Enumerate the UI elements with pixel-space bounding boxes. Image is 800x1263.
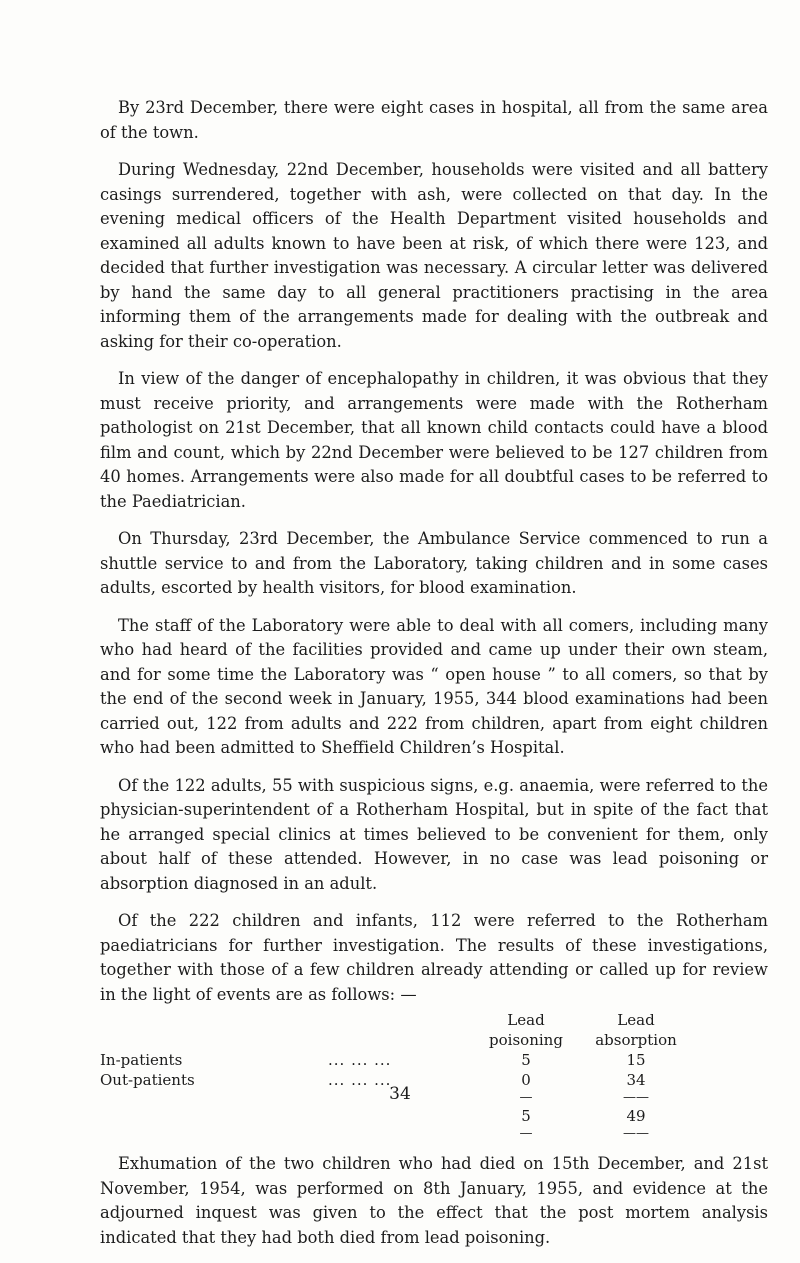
paragraph-5: The staff of the Laboratory were able to deal with all comers, including many who had heard of the facilities provided and came up under their own steam, and for some time the Laboratory was “ open house ” to all comers, so that by the end of the second week in January, 1955, 344 blood examinations had been carried out, 122 from adults and 222 from children, apart from eight children who had been admitted to Sheffield Children’s Hospital. <box>100 615 768 757</box>
rule-row <box>100 1126 696 1142</box>
paragraph-6: Of the 122 adults, 55 with suspicious signs, e.g. anaemia, were referred to the physician-superintendent of a Rotherham Hospital, but in spite of the fact that he arranged special clinics at times believed to be convenient for them, only about half of these attended. However, in no case was lead poisoning or absorption diagnosed in an adult. <box>100 775 768 893</box>
page-number: 34 <box>389 1084 411 1104</box>
cell-absorption: 34 <box>626 1071 646 1089</box>
total-poisoning: 5 <box>521 1107 531 1125</box>
results-table <box>100 1010 696 1142</box>
table-row <box>100 1050 696 1070</box>
paragraph-2: During Wednesday, 22nd December, households were visited and all battery casings surrendered, together with ash, were collected on that day. In the evening medical officers of the Health Department visited households and examined all adults known to have been at risk, of which there were 123, and decided that further investigation was necessary. A circular letter was delivered by hand the same day to all general practitioners practising in the area informing them of the arrangements made for dealing with the outbreak and asking for their co-operation. <box>100 160 768 351</box>
table-header-row-2 <box>100 1030 696 1050</box>
paragraph-3: In view of the danger of encephalopathy in children, it was obvious that they must receive priority, and arrangements were made with the Rotherham pathologist on 21st December, that all known child contacts could have a blood film and count, which by 22nd December were believed to be 127 children from 40 homes. Arrangements were also made for all doubtful cases to be referred to the Paediatrician. <box>100 369 768 511</box>
row-label: In-patients <box>100 1051 183 1069</box>
paragraph-1: By 23rd December, there were eight cases in hospital, all from the same area of the town. <box>100 98 768 142</box>
header-poisoning-2: poisoning <box>489 1031 563 1049</box>
header-absorption-1: Lead <box>617 1011 655 1029</box>
rule-short: — <box>519 1090 533 1105</box>
dot-leader: ... ... ... <box>328 1051 392 1069</box>
rule-short: — <box>519 1126 533 1141</box>
totals-row <box>100 1106 696 1126</box>
row-label: Out-patients <box>100 1071 195 1089</box>
cell-poisoning: 5 <box>521 1051 531 1069</box>
total-absorption: 49 <box>626 1107 646 1125</box>
header-absorption-2: absorption <box>595 1031 677 1049</box>
cell-poisoning: 0 <box>521 1071 531 1089</box>
table-header-row-1 <box>100 1010 696 1030</box>
paragraph-4: On Thursday, 23rd December, the Ambulance Service commenced to run a shuttle service to and from the Laboratory, taking children and in some cases adults, escorted by health visitors, for blood examination. <box>100 529 768 597</box>
cell-absorption: 15 <box>626 1051 646 1069</box>
dot-leader: ... ... ... <box>328 1071 392 1089</box>
closing-paragraph: Exhumation of the two children who had died on 15th December, and 21st November, 1954, was performed on 8th January, 1955, and evidence at the adjourned inquest was given to the effect that the post mortem analysis indicated that they had both died from lead poisoning. <box>100 1154 768 1247</box>
paragraph-7: Of the 222 children and infants, 112 were referred to the Rotherham paediatricians for further investigation. The results of these investigations, together with those of a few children already attending or called up for review in the light of events are as follows: — <box>100 911 768 1004</box>
header-poisoning-1: Lead <box>507 1011 545 1029</box>
rule-long: —— <box>623 1126 649 1141</box>
rule-long: —— <box>623 1090 649 1105</box>
